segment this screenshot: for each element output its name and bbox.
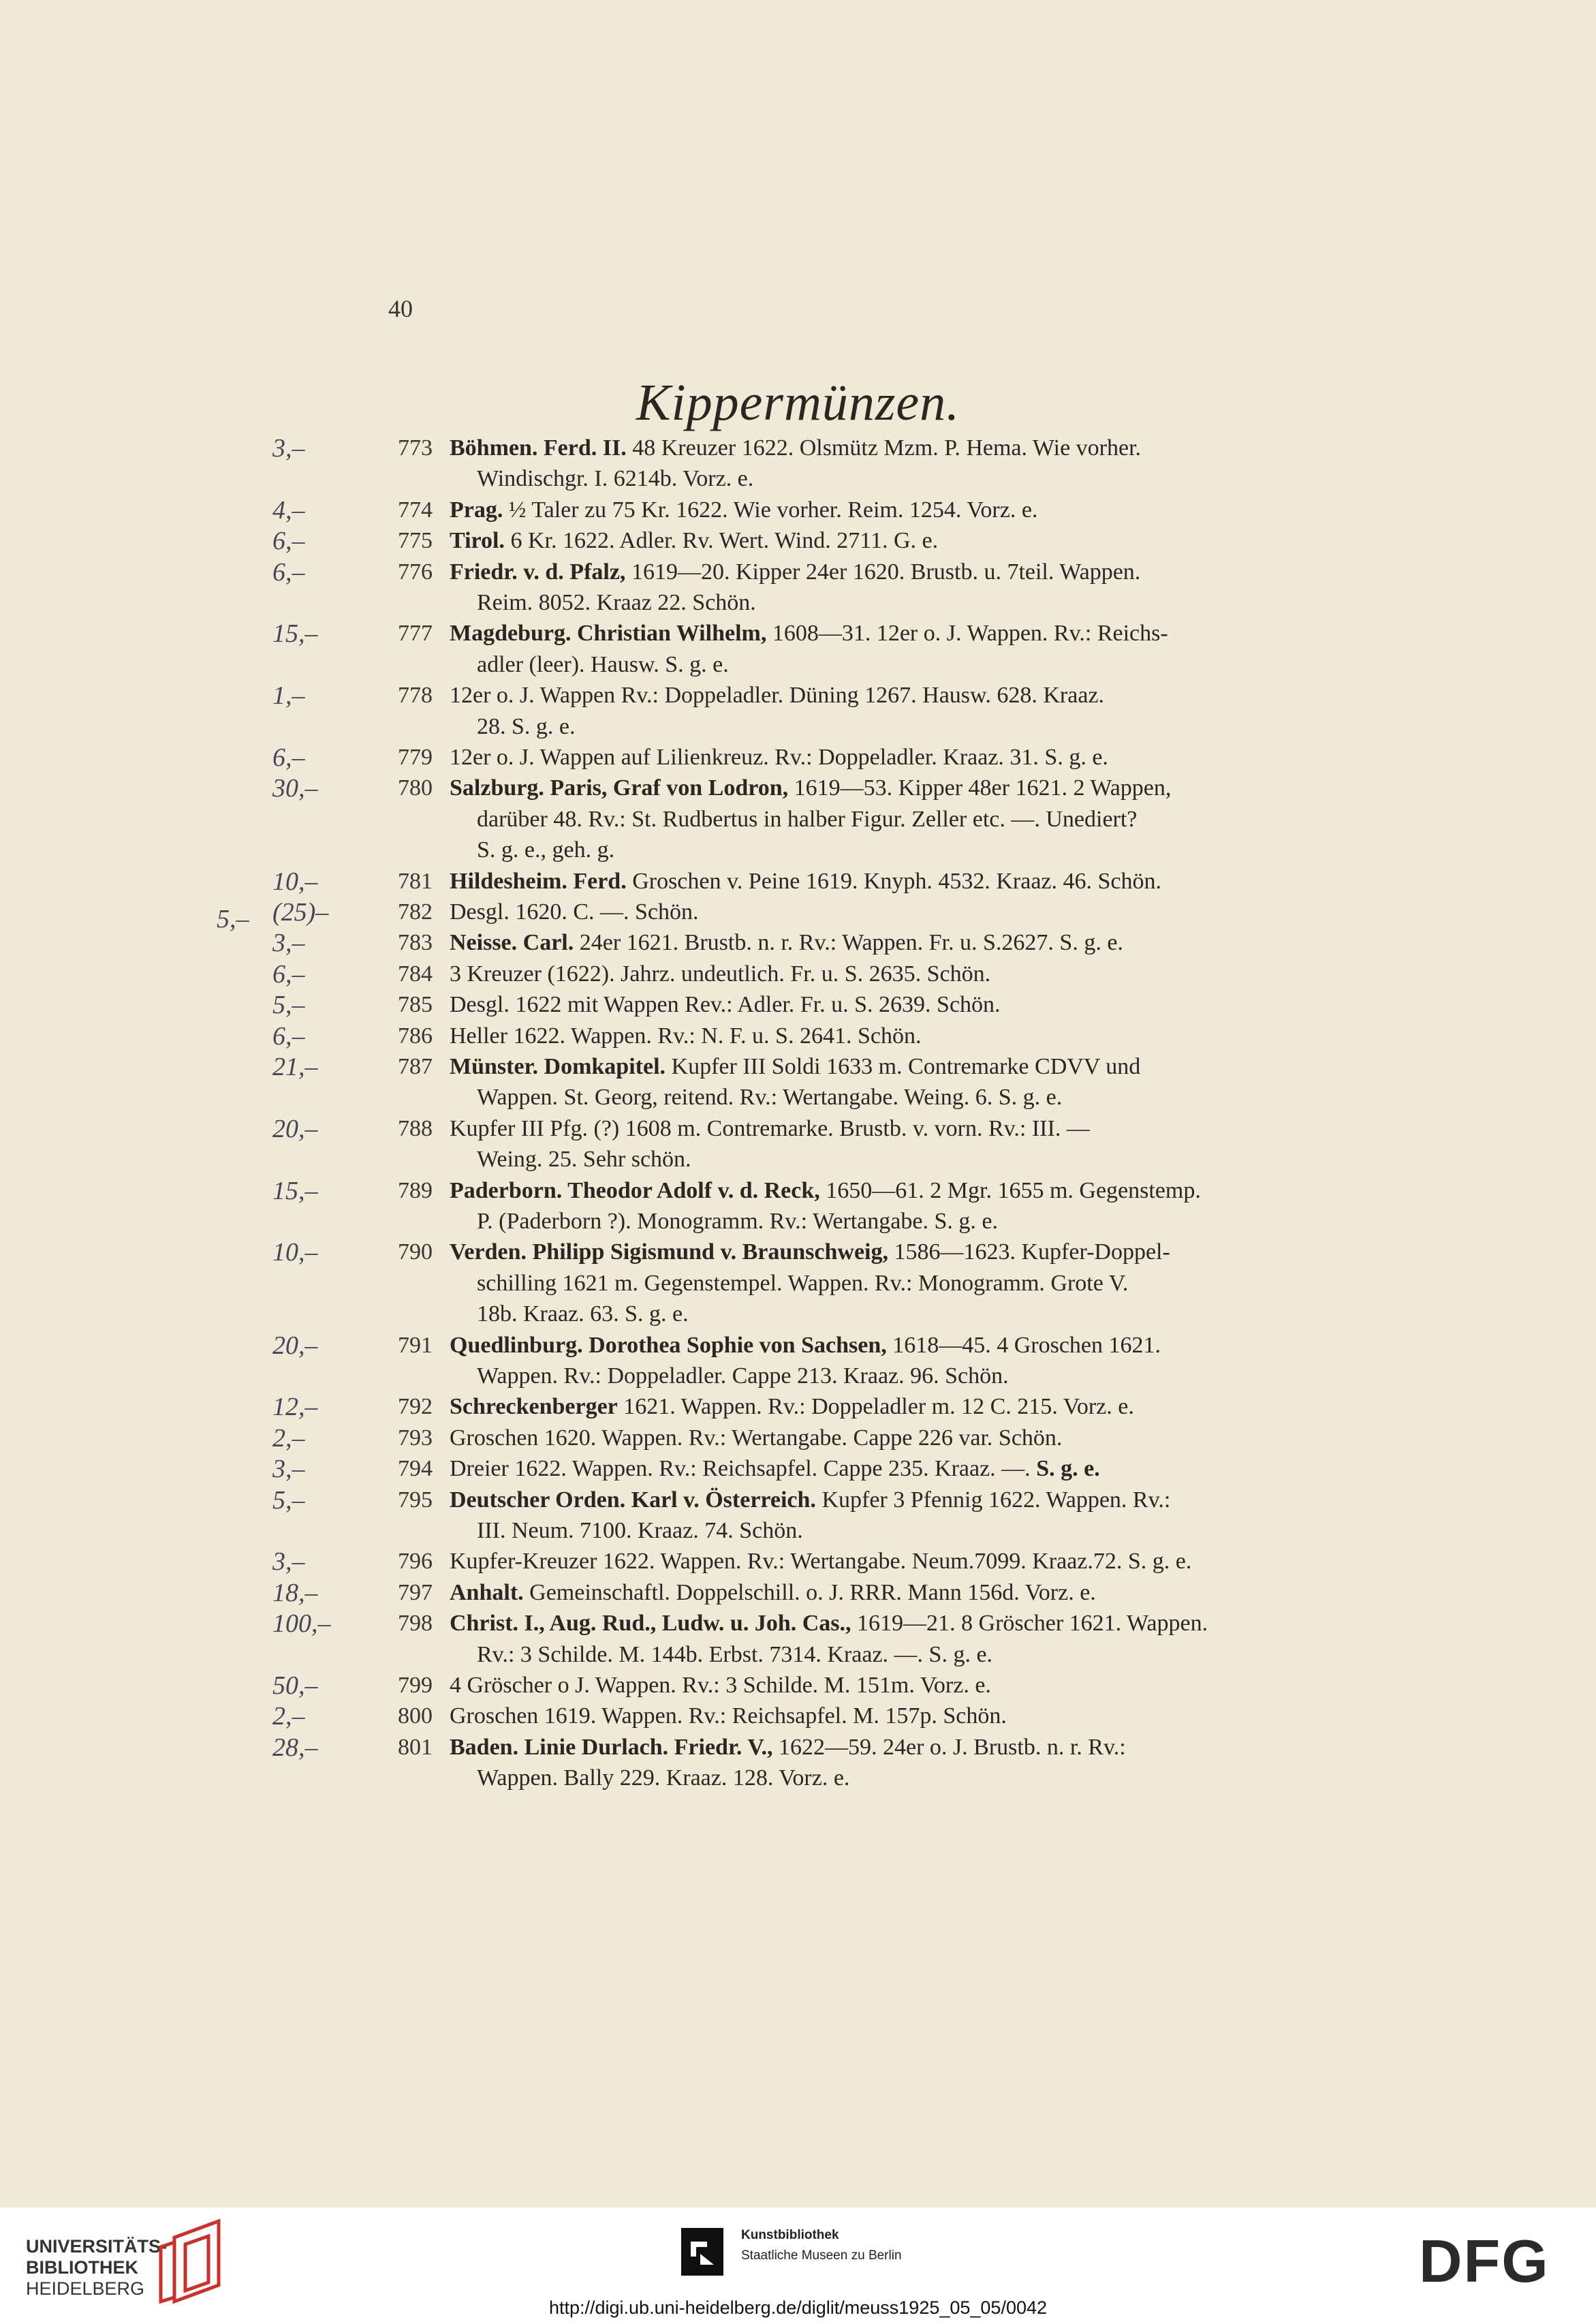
lot-number: 781 [398,868,433,894]
entry-text-line [450,557,1335,587]
lot-number: 792 [398,1394,433,1420]
handwritten-price: 3,– [272,1455,305,1484]
entry-description: 6 Kr. 1622. Adler. Rv. Wert. Wind. 2711. G. e. [504,528,939,554]
entry-description: Windischgr. I. 6214b. Vorz. e. [477,466,754,492]
entry-text-line [450,990,1335,1020]
entry-text-line [450,773,1335,803]
entry-heading: Böhmen. Ferd. II. [450,435,627,461]
permalink-url[interactable]: http://digi.ub.uni-heidelberg.de/diglit/meuss1925_05_05/0042 [548,2297,1048,2318]
handwritten-price: 1,– [272,681,305,711]
entry-text-line [450,681,1335,711]
lot-number: 777 [398,621,433,647]
entry-text-line [477,1145,1335,1175]
entry-heading: Salzburg. Paris, Graf von Lodron, [450,775,789,801]
entry-heading: Schreckenberger [450,1394,618,1420]
handwritten-price: 20,– [272,1331,318,1360]
entry-text-line [450,1423,1335,1453]
entry-text-line [477,1299,1335,1329]
lot-number: 775 [398,528,433,554]
entry-text-line [450,867,1335,897]
entry-text-line [450,928,1335,958]
lot-number: 779 [398,745,433,770]
lot-number: 782 [398,899,433,925]
entry-text-line [477,1207,1335,1237]
lot-number: 778 [398,683,433,709]
entry-heading: Quedlinburg. Dorothea Sophie von Sachsen, [450,1332,887,1358]
handwritten-price: 6,– [272,959,305,989]
entry-text-line [450,1021,1335,1051]
lot-number: 799 [398,1673,433,1698]
entry-text-line [450,1114,1335,1144]
entry-description: 1619—53. Kipper 48er 1621. 2 Wappen, [788,775,1172,801]
lot-number: 794 [398,1456,433,1482]
lot-number: 800 [398,1703,433,1729]
entry-description: 12er o. J. Wappen auf Lilienkreuz. Rv.: Doppeladler. Kraaz. 31. S. g. e. [450,745,1108,770]
entry-description: Kupfer 3 Pfennig 1622. Wappen. Rv.: [815,1487,1171,1513]
handwritten-price: 3,– [272,1547,305,1577]
lot-number: 773 [398,435,433,461]
entry-description: 28. S. g. e. [477,713,576,739]
ub-heidelberg-logo-icon[interactable] [154,2217,229,2304]
entry-description: Wappen. St. Georg, reitend. Rv.: Wertangabe. Weing. 6. S. g. e. [477,1085,1063,1111]
lot-number: 801 [398,1734,433,1760]
entry-text-line [450,1733,1335,1763]
entry-text-line [477,805,1335,835]
entry-description: Kupfer-Kreuzer 1622. Wappen. Rv.: Wertangabe. Neum.7099. Kraaz.72. S. g. e. [450,1549,1192,1575]
entry-description: Groschen v. Peine 1619. Knyph. 4532. Kraaz. 46. Schön. [626,868,1162,894]
entry-description: Reim. 8052. Kraaz 22. Schön. [477,589,756,615]
lot-number: 796 [398,1549,433,1575]
entry-description: Kupfer III Soldi 1633 m. Contremarke CDVV und [666,1054,1141,1079]
entry-text-line [450,1052,1335,1082]
handwritten-price: 2,– [272,1702,305,1731]
entry-text-line [450,959,1335,989]
entry-text-line [477,1083,1335,1113]
entry-description: S. g. e., geh. g. [477,837,615,863]
entry-description: 12er o. J. Wappen Rv.: Doppeladler. Düning 1267. Hausw. 628. Kraaz. [450,683,1105,709]
entry-description: schilling 1621 m. Gegenstempel. Wappen. Rv.: Monogramm. Grote V. [477,1270,1129,1296]
lot-number: 780 [398,775,433,801]
handwritten-price: 10,– [272,867,318,896]
lot-number: 776 [398,559,433,585]
handwritten-price: 3,– [272,929,305,958]
entry-text-line [450,619,1335,649]
entry-text-line [450,1701,1335,1731]
entry-text-line [477,1361,1335,1391]
library-name-line3: HEIDELBERG [26,2278,145,2299]
entry-text-line [450,1609,1335,1639]
kunstbibliothek-logo-icon[interactable] [681,2228,723,2276]
lot-number: 784 [398,961,433,987]
entry-text-line [477,1516,1335,1546]
entry-text-line [477,1640,1335,1670]
entry-text-line [477,835,1335,865]
entry-heading: Münster. Domkapitel. [450,1054,666,1079]
entry-description: Rv.: 3 Schilde. M. 144b. Erbst. 7314. Kraaz. —. S. g. e. [477,1641,993,1667]
entry-description: 24er 1621. Brustb. n. r. Rv.: Wappen. Fr. u. S.2627. S. g. e. [574,930,1123,956]
entry-heading: Verden. Philipp Sigismund v. Braunschweig, [450,1239,888,1265]
library-name-line1: UNIVERSITÄTS- [26,2236,168,2257]
entry-description: Weing. 25. Sehr schön. [477,1147,691,1173]
lot-number: 786 [398,1023,433,1049]
handwritten-price: 30,– [272,774,318,803]
entry-description: 3 Kreuzer (1622). Jahrz. undeutlich. Fr. u. S. 2635. Schön. [450,961,991,987]
entry-text-line [450,433,1335,463]
entry-description: adler (leer). Hausw. S. g. e. [477,651,729,677]
library-name[interactable] [26,2236,167,2299]
handwritten-price: 6,– [272,1021,305,1051]
entry-text-line [477,650,1335,680]
entry-text-line [450,1176,1335,1206]
lot-number: 783 [398,930,433,956]
entry-description: 1618—45. 4 Groschen 1621. [886,1332,1161,1358]
lot-number: 793 [398,1425,433,1451]
entry-heading: Magdeburg. Christian Wilhelm, [450,621,767,647]
entry-description: darüber 48. Rv.: St. Rudbertus in halber Figur. Zeller etc. —. Unediert? [477,806,1138,832]
entry-text-line [450,1671,1335,1701]
entry-description: P. (Paderborn ?). Monogramm. Rv.: Wertangabe. S. g. e. [477,1208,998,1234]
handwritten-price: 3,– [272,434,305,463]
entry-description: 48 Kreuzer 1622. Olsmütz Mzm. P. Hema. Wie vorher. [626,435,1142,461]
entry-description: 1619—20. Kipper 24er 1620. Brustb. u. 7teil. Wappen. [625,559,1141,585]
entry-description: Wappen. Rv.: Doppeladler. Cappe 213. Kraaz. 96. Schön. [477,1363,1009,1389]
entry-description: 1650—61. 2 Mgr. 1655 m. Gegenstemp. [819,1177,1201,1203]
handwritten-price: 50,– [272,1671,318,1700]
entry-description: ½ Taler zu 75 Kr. 1622. Wie vorher. Reim. 1254. Vorz. e. [503,497,1038,523]
page-title: Kippermünzen. [636,374,960,431]
lot-number: 790 [398,1239,433,1265]
entry-text-line [477,712,1335,742]
lot-number: 788 [398,1115,433,1141]
entry-heading: Baden. Linie Durlach. Friedr. V., [450,1734,773,1760]
entry-heading: Neisse. Carl. [450,930,574,956]
entry-description: Desgl. 1620. C. —. Schön. [450,899,699,925]
handwritten-price: 15,– [272,1176,318,1205]
entry-description: Desgl. 1622 mit Wappen Rev.: Adler. Fr. u. S. 2639. Schön. [450,992,1001,1018]
lot-number: 791 [398,1332,433,1358]
handwritten-price: 10,– [272,1238,318,1267]
entry-text-line [450,495,1335,525]
entry-description: 1619—21. 8 Gröscher 1621. Wappen. [851,1611,1208,1637]
handwritten-price: 4,– [272,495,305,525]
handwritten-price: 100,– [272,1609,331,1639]
entry-text-line [477,1269,1335,1299]
entry-text-line [450,1578,1335,1608]
handwritten-price: 6,– [272,743,305,772]
kunstbibliothek-label[interactable] [741,2225,902,2266]
entry-description: III. Neum. 7100. Kraaz. 74. Schön. [477,1517,803,1543]
entry-text-line [450,1485,1335,1515]
handwritten-price: 2,– [272,1423,305,1453]
handwritten-price: 5,– [272,991,305,1020]
handwritten-price: 5,– [272,1485,305,1515]
lot-number: 795 [398,1487,433,1513]
handwritten-note: 5,– [217,905,249,933]
entry-description: Dreier 1622. Wappen. Rv.: Reichsapfel. Cappe 235. Kraaz. —. [450,1456,1037,1482]
kunstbibliothek-title: Kunstbibliothek [741,2228,839,2242]
entry-text-line [450,1454,1335,1484]
handwritten-price: 6,– [272,527,305,556]
entry-heading: Friedr. v. d. Pfalz, [450,559,626,585]
entry-heading: Prag. [450,497,503,523]
entry-description: Groschen 1620. Wappen. Rv.: Wertangabe. Cappe 226 var. Schön. [450,1425,1063,1451]
entry-text-line [450,1331,1335,1361]
entry-description: Kupfer III Pfg. (?) 1608 m. Contremarke. Brustb. v. vorn. Rv.: III. — [450,1115,1090,1141]
lot-number: 798 [398,1611,433,1637]
entry-description: Gemeinschaftl. Doppelschill. o. J. RRR. Mann 156d. Vorz. e. [523,1579,1096,1605]
handwritten-price: 21,– [272,1053,318,1081]
entry-description: 4 Gröscher o J. Wappen. Rv.: 3 Schilde. M. 151m. Vorz. e. [450,1673,991,1698]
entry-text-line [450,1547,1335,1577]
entry-description: Wappen. Bally 229. Kraaz. 128. Vorz. e. [477,1765,850,1791]
lot-number: 774 [398,497,433,523]
kunstbibliothek-subtitle: Staatliche Museen zu Berlin [741,2248,902,2263]
entry-description: 18b. Kraaz. 63. S. g. e. [477,1301,689,1327]
handwritten-price: 15,– [272,619,318,649]
entry-description: Groschen 1619. Wappen. Rv.: Reichsapfel. M. 157p. Schön. [450,1703,1007,1729]
entry-text-line [450,526,1335,556]
lot-number: 789 [398,1177,433,1203]
entry-text-line [450,1392,1335,1422]
entry-heading: Paderborn. Theodor Adolf v. d. Reck, [450,1177,820,1203]
entry-heading: Anhalt. [450,1579,524,1605]
footer-bar [0,2207,1596,2324]
entry-text-line [477,464,1335,494]
handwritten-price: 20,– [272,1114,318,1143]
entry-text-line [450,897,1335,927]
handwritten-price: 18,– [272,1578,318,1607]
lot-number: 787 [398,1054,433,1079]
entry-description: 1621. Wappen. Rv.: Doppeladler m. 12 C. 215. Vorz. e. [617,1394,1134,1420]
entry-description: 1622—59. 24er o. J. Brustb. n. r. Rv.: [772,1734,1126,1760]
entry-description: 1608—31. 12er o. J. Wappen. Rv.: Reichs- [766,621,1168,647]
entry-text-line [477,1763,1335,1793]
entry-text-line [450,1237,1335,1267]
entry-text-line [450,743,1335,773]
library-name-line2: BIBLIOTHEK [26,2257,138,2278]
handwritten-price: 28,– [272,1733,318,1762]
entry-heading: Christ. I., Aug. Rud., Ludw. u. Joh. Cas., [450,1611,851,1637]
handwritten-price: 6,– [272,557,305,587]
handwritten-price: (25)– [272,898,329,927]
entry-text-line [477,588,1335,618]
entry-heading: Deutscher Orden. Karl v. Österreich. [450,1487,816,1513]
entry-heading: Tirol. [450,528,505,554]
page-number: 40 [388,295,413,322]
entry-heading: S. g. e. [1036,1456,1100,1482]
lot-number: 785 [398,992,433,1018]
entry-description: Heller 1622. Wappen. Rv.: N. F. u. S. 2641. Schön. [450,1023,922,1049]
dfg-logo[interactable]: DFG [1419,2227,1550,2295]
entry-heading: Hildesheim. Ferd. [450,868,627,894]
handwritten-price: 12,– [272,1393,318,1422]
entry-description: 1586—1623. Kupfer-Doppel- [888,1239,1170,1265]
lot-number: 797 [398,1579,433,1605]
